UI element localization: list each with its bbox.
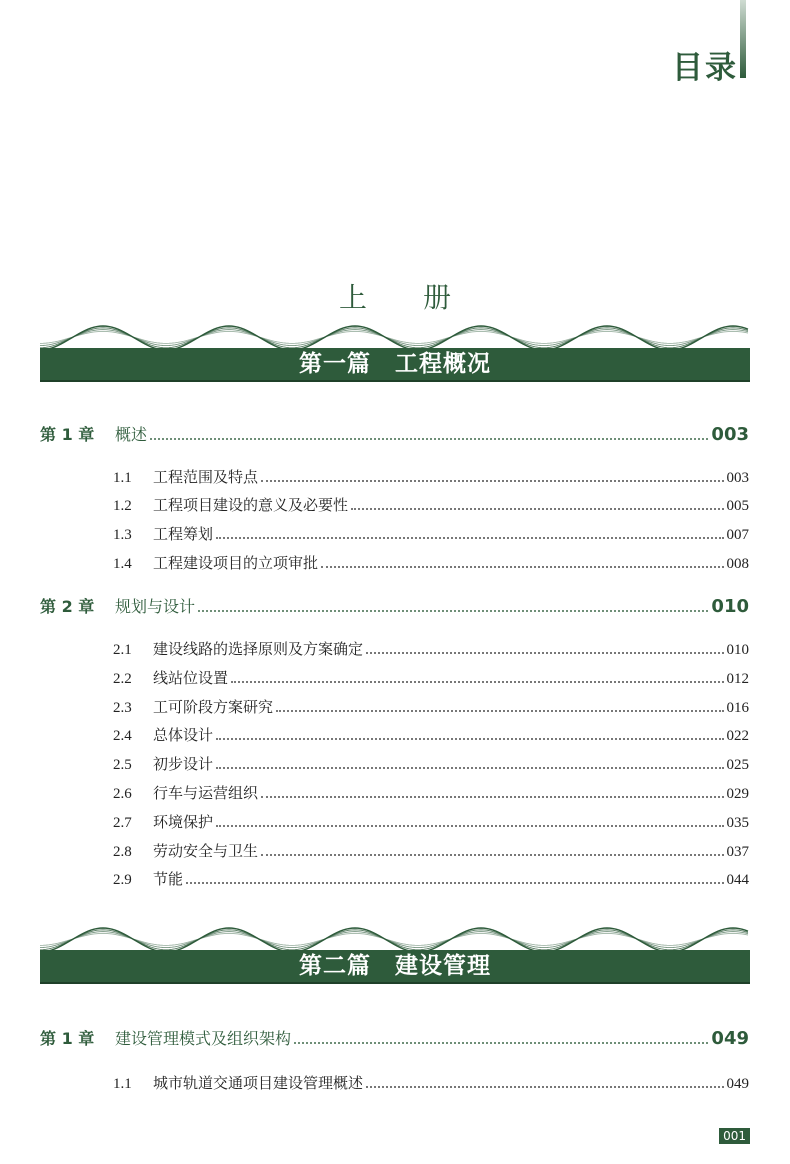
section-page: 022 [726,728,749,744]
section-page: 005 [726,498,749,514]
section-title: 线站位设置 [153,669,229,687]
dot-leader [231,680,723,683]
chapter-title: 概述 [115,425,148,444]
section-title: 工程建设项目的立项审批 [153,554,319,572]
chapter-number: 第 1 章 [40,1029,95,1048]
section-page: 044 [726,872,749,888]
dot-leader [366,1085,723,1088]
chapter-page: 003 [711,424,749,445]
chapter-page: 010 [711,596,749,617]
section-title: 环境保护 [153,813,214,831]
section-title: 城市轨道交通项目建设管理概述 [153,1074,364,1092]
section-page: 007 [726,527,749,543]
volume-label-right: 册 [423,281,452,314]
dot-leader [261,479,723,482]
section-row[interactable] [113,696,749,717]
section-row[interactable] [113,638,749,659]
section-row[interactable] [113,466,749,487]
section-row[interactable] [113,667,749,688]
section-page: 049 [726,1076,749,1092]
dot-leader [366,651,723,654]
section-row[interactable] [113,840,749,861]
dot-leader [294,1041,708,1044]
chapter-number: 第 1 章 [40,425,95,444]
part-title: 第二篇 建设管理 [299,952,491,979]
section-title: 劳动安全与卫生 [153,842,259,860]
section-page: 008 [726,556,749,572]
section-row[interactable] [113,782,749,803]
section-row[interactable] [113,494,749,515]
page-number: 001 [719,1128,750,1144]
section-title: 行车与运营组织 [153,784,259,802]
section-number: 2.8 [113,844,132,860]
section-number: 2.2 [113,671,132,687]
section-number: 1.1 [113,1076,132,1092]
section-title: 工程项目建设的意义及必要性 [153,496,349,514]
page-title: 目录 [672,50,738,86]
section-number: 2.7 [113,815,132,831]
volume-label-left: 上 [338,281,367,314]
section-page: 037 [726,844,749,860]
dot-leader [351,507,723,510]
chapter-title: 规划与设计 [115,597,196,616]
dot-leader [216,737,723,740]
dot-leader [261,853,723,856]
section-row[interactable] [113,753,749,774]
section-page: 010 [726,642,749,658]
dot-leader [216,824,723,827]
chapter-number: 第 2 章 [40,597,95,616]
section-row[interactable] [113,811,749,832]
section-number: 2.1 [113,642,132,658]
dot-leader [321,565,723,568]
section-row[interactable] [113,552,749,573]
section-number: 2.9 [113,872,132,888]
chapter-row[interactable] [40,594,749,617]
section-number: 2.3 [113,700,132,716]
dot-leader [216,766,723,769]
chapter-row[interactable] [40,422,749,445]
section-number: 1.2 [113,498,132,514]
section-title: 工可阶段方案研究 [153,698,274,716]
section-page: 025 [726,757,749,773]
chapter-row[interactable] [40,1026,749,1049]
section-row[interactable] [113,1072,749,1093]
section-row[interactable] [113,868,749,889]
section-title: 节能 [153,870,184,888]
section-page: 035 [726,815,749,831]
section-title: 初步设计 [153,755,214,773]
section-title: 工程筹划 [153,525,214,543]
section-page: 012 [726,671,749,687]
section-row[interactable] [113,523,749,544]
dot-leader [276,709,723,712]
section-number: 2.4 [113,728,132,744]
dot-leader [198,609,708,612]
section-number: 2.6 [113,786,132,802]
dot-leader [150,437,708,440]
volume-title [0,276,790,316]
chapter-page: 049 [711,1028,749,1049]
chapter-title: 建设管理模式及组织架构 [115,1029,292,1048]
section-number: 1.4 [113,556,132,572]
dot-leader [261,795,723,798]
section-page: 003 [726,470,749,486]
section-page: 016 [726,700,749,716]
section-number: 2.5 [113,757,132,773]
section-title: 工程范围及特点 [153,468,259,486]
part-title: 第一篇 工程概况 [299,350,491,377]
dot-leader [186,881,723,884]
dot-leader [216,536,723,539]
section-number: 1.3 [113,527,132,543]
section-page: 029 [726,786,749,802]
section-title: 建设线路的选择原则及方案确定 [153,640,364,658]
section-title: 总体设计 [153,726,214,744]
edge-marker [740,0,746,78]
section-row[interactable] [113,724,749,745]
section-number: 1.1 [113,470,132,486]
